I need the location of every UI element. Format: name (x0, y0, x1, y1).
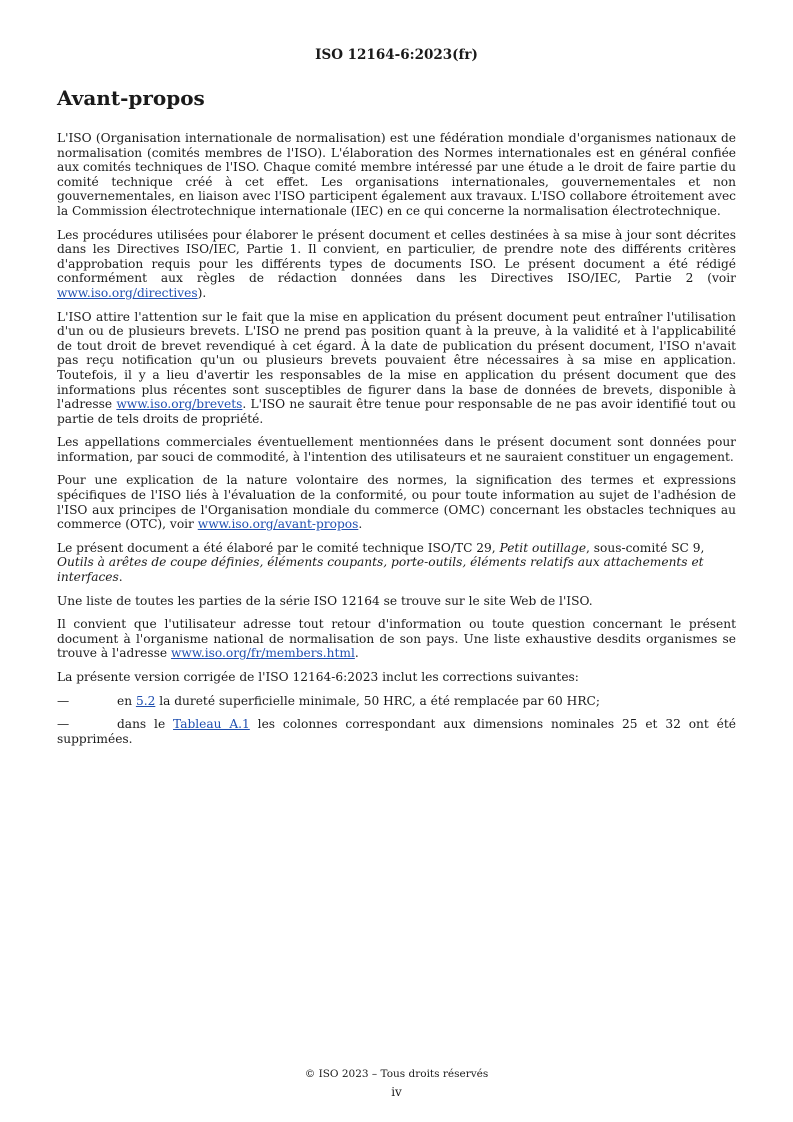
list-item: — en 5.2 la dureté superficielle minimale, 50 HRC, a été remplacée par 60 HRC; (57, 693, 600, 708)
paragraph-voluntary-nature: Pour une explication de la nature volontaire des normes, la signification des termes et expressions spécifiques de l'ISO liés à l'évaluation de la conformité, ou pour toute information au sujet de l'adhésion de l'ISO aux principes de l'Organisation mondiale du commerce (OMC) concernant les obstacles techniques au commerce (OTC), voir www.iso.org/avant-propos. (57, 473, 736, 532)
link-table-a1[interactable]: Tableau A.1 (173, 717, 250, 732)
list-item: — dans le Tableau A.1 les colonnes correspondant aux dimensions nominales 25 et 32 ont été supprimées. (57, 717, 736, 746)
page-number: iv (391, 1085, 402, 1099)
paragraph-trade-names: Les appellations commerciales éventuellement mentionnées dans le présent document sont données pour information, par souci de commodité, à l'intention des utilisateurs et ne sauraient constituer un engagement. (57, 435, 736, 464)
page-footer (0, 1065, 793, 1101)
paragraph-parts-list: Une liste de toutes les parties de la série ISO 12164 se trouve sur le site Web de l'ISO. (57, 593, 593, 608)
link-avant-propos[interactable]: www.iso.org/avant-propos (197, 517, 359, 532)
document-header: ISO 12164-6:2023(fr) (315, 47, 478, 63)
copyright-notice: © ISO 2023 – Tous droits réservés (304, 1068, 489, 1080)
link-clause-5-2[interactable]: 5.2 (135, 693, 156, 708)
paragraph-corrections-intro: La présente version corrigée de l'ISO 12164-6:2023 inclut les corrections suivantes: (57, 670, 579, 684)
page-title: Avant-propos (57, 86, 205, 110)
foreword-body (57, 131, 736, 755)
paragraph-feedback: Il convient que l'utilisateur adresse tout retour d'information ou toute question concernant le présent document à l'organisme national de normalisation de son pays. Une liste exhaustive desdits organismes se trouve à l'adresse www.iso.org/fr/members.html. (57, 617, 736, 661)
paragraph-iso-intro: L'ISO (Organisation internationale de normalisation) est une fédération mondiale d'organismes nationaux de normalisation (comités membres de l'ISO). L'élaboration des Normes internationales est en général confiée aux comités techniques de l'ISO. Chaque comité membre intéressé par une étude a le droit de faire partie du comité technique créé à cet effet. Les organisations internationales, gouvernementales et non gouvernementales, en liaison avec l'ISO participent également aux travaux. L'ISO collabore étroitement avec la Commission électrotechnique internationale (IEC) en ce qui concerne la normalisation électrotechnique. (57, 131, 736, 218)
paragraph-patents: L'ISO attire l'attention sur le fait que la mise en application du présent document peut entraîner l'utilisation d'un ou de plusieurs brevets. L'ISO ne prend pas position quant à la preuve, à la validité et à l'applicabilité de tout droit de brevet revendiqué à cet égard. À la date de publication du présent document, l'ISO n'avait pas reçu notification qu'un ou plusieurs brevets pouvaient être nécessaires à sa mise en application. Toutefois, il y a lieu d'avertir les responsables de la mise en application du présent document que des informations plus récentes sont susceptibles de figurer dans la base de données de brevets, disponible à l'adresse www.iso.org/brevets. L'ISO ne saurait être tenue pour responsable de ne pas avoir identifié tout ou partie de tels droits de propriété. (57, 309, 737, 426)
paragraph-procedures: Les procédures utilisées pour élaborer le présent document et celles destinées à sa mise à jour sont décrites dans les Directives ISO/IEC, Partie 1. Il convient, en particulier, de prendre note des différents critères d'approbation requis pour les différents types de documents ISO. Le présent document a été rédigé conformément aux règles de rédaction données dans les Directives ISO/IEC, Partie 2 (voir www.iso.org/directives). (57, 227, 736, 300)
link-directives[interactable]: www.iso.org/directives (57, 285, 198, 300)
link-brevets[interactable]: www.iso.org/brevets (116, 397, 243, 412)
paragraph-committee: Le présent document a été élaboré par le comité technique ISO/TC 29, Petit outillage, sous-comité SC 9, Outils à arêtes de coupe définies, éléments coupants, porte-outils, éléments relatifs aux attachements et interfaces. (57, 540, 705, 585)
link-members[interactable]: www.iso.org/fr/members.html (170, 646, 355, 661)
